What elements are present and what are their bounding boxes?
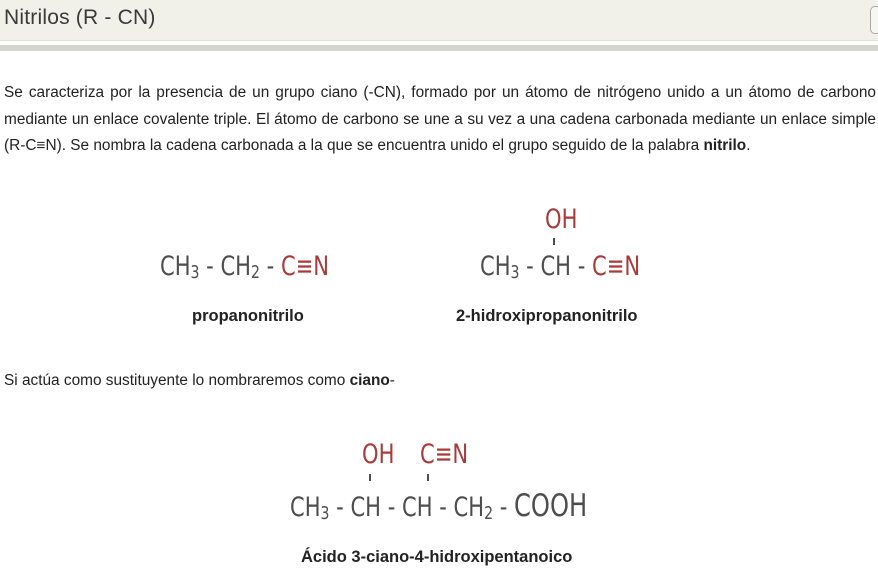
compound-name-acido: Ácido 3-ciano-4-hidroxipentanoico — [301, 548, 573, 566]
ch-group: CH — [402, 492, 433, 523]
nitrile-group: C≡N — [592, 251, 641, 282]
carboxyl-group: COOH — [514, 488, 588, 524]
subscript: 3 — [320, 503, 330, 524]
substituent-text: Si actúa como sustituyente lo nombraremos como — [4, 372, 350, 389]
subscript: 2 — [251, 262, 260, 283]
ch3-group: CH — [290, 492, 321, 523]
ch2-group: CH — [453, 492, 485, 523]
compound-name-2-hidroxipropanonitrilo: 2-hidroxipropanonitrilo — [456, 307, 638, 325]
nitrile-substituent: C≡N — [420, 439, 469, 470]
bond-tick — [369, 474, 371, 481]
subscript: 2 — [484, 503, 494, 524]
hydroxyl-group: OH — [545, 204, 578, 235]
bond-tick — [427, 474, 429, 481]
divider — [0, 45, 878, 51]
subscript: 3 — [510, 262, 520, 283]
formula-propanonitrilo — [160, 251, 329, 282]
expand-button[interactable] — [870, 6, 878, 34]
bond: - — [432, 492, 454, 523]
intro-bold-term: nitrilo — [703, 137, 747, 154]
bond: - — [571, 251, 593, 282]
bond: - — [519, 251, 541, 282]
substituent-paragraph — [4, 372, 395, 390]
ch2-group: CH — [220, 251, 252, 282]
substituent-bold-term: ciano — [349, 372, 390, 389]
ch3-group: CH — [160, 251, 191, 282]
bond: - — [199, 251, 221, 282]
bond: - — [329, 492, 351, 523]
bond: - — [381, 492, 403, 523]
bond: - — [493, 492, 515, 523]
compound-name-propanonitrilo: propanonitrilo — [192, 307, 304, 325]
intro-paragraph — [4, 80, 876, 160]
hydroxyl-group: OH — [362, 439, 395, 470]
ch3-group: CH — [480, 251, 511, 282]
subscript: 3 — [190, 262, 200, 283]
bond-tick — [553, 238, 555, 245]
substituent-end: - — [389, 372, 395, 389]
formula-2-hidroxipropanonitrilo — [480, 251, 640, 282]
intro-end: . — [746, 137, 751, 154]
bond: - — [259, 251, 281, 282]
ch-group: CH — [350, 492, 382, 523]
ch-group: CH — [540, 251, 572, 282]
formula-acido-3-ciano-4-hidroxipentanoico — [290, 488, 587, 524]
page-header — [0, 0, 878, 41]
nitrile-group: C≡N — [280, 251, 330, 282]
intro-text: Se caracteriza por la presencia de un grupo ciano (-CN), formado por un átomo de nitrógeno unido a un átomo de carbono mediante un enlace covalente triple. El átomo de carbono se une a su vez a una cadena carbonada mediante un enlace simple (R-C≡N). Se nombra la cadena carbonada a la que se encuentra unido el grupo seguido de la palabra — [4, 84, 876, 154]
page-title: Nitrilos (R - CN) — [4, 6, 156, 29]
